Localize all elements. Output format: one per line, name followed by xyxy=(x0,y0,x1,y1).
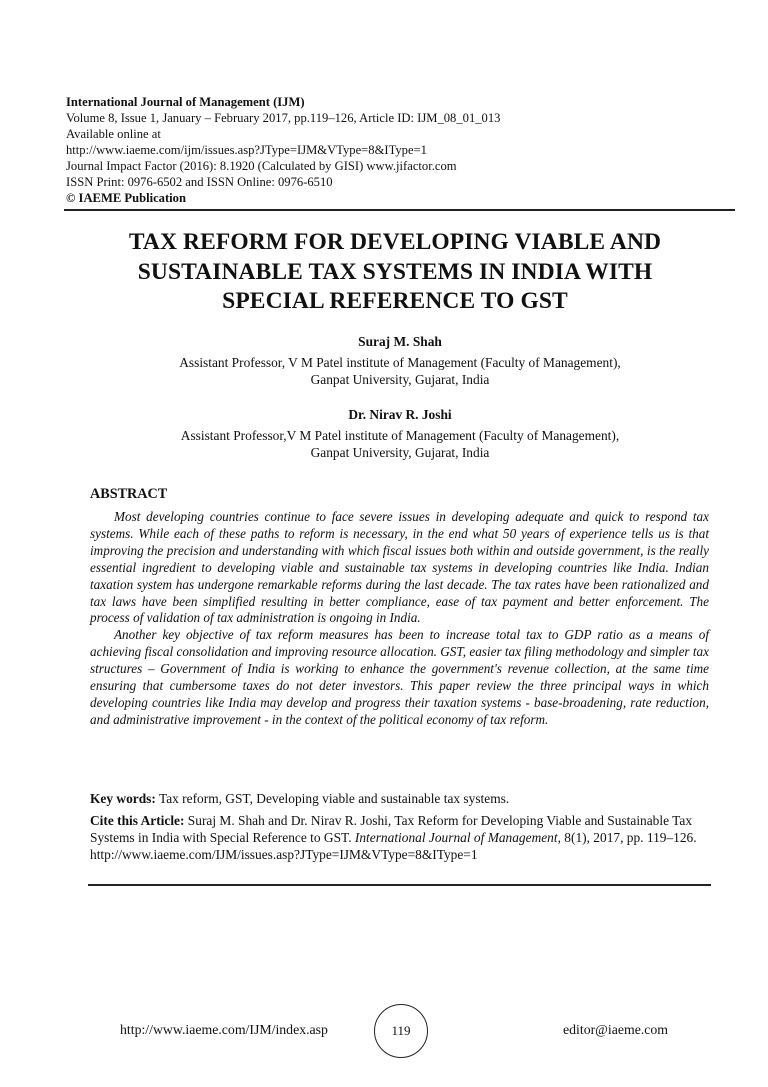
journal-header xyxy=(66,94,736,206)
author-name: Suraj M. Shah xyxy=(358,334,442,349)
cite-url[interactable]: http://www.iaeme.com/IJM/issues.asp?JType=IJM&VType=8&IType=1 xyxy=(90,847,478,862)
citation xyxy=(90,812,709,863)
keywords-label: Key words: xyxy=(90,791,156,806)
header-divider xyxy=(64,209,735,211)
page-number-text: 119 xyxy=(391,1023,411,1038)
author-affiliation: Assistant Professor,V M Patel institute of Management (Faculty of Management), xyxy=(180,427,620,443)
citation-divider xyxy=(88,884,711,886)
author-block xyxy=(60,406,740,462)
footer-email[interactable]: editor@iaeme.com xyxy=(563,1022,669,1037)
impact-factor: Journal Impact Factor (2016): 8.1920 (Calculated by GISI) www.jifactor.com xyxy=(66,159,457,173)
volume-line: Volume 8, Issue 1, January – February 2017, pp.119–126, Article ID: IJM_08_01_013 xyxy=(66,111,501,125)
journal-name: International Journal of Management (IJM) xyxy=(66,95,305,109)
keywords xyxy=(90,790,709,807)
cite-text: Suraj M. Shah and Dr. Nirav R. Joshi, Tax Reform for Developing Viable and Sustainable Tax Systems in India with Special Reference to GST. xyxy=(90,813,693,845)
footer-journal-link[interactable]: http://www.iaeme.com/IJM/index.asp xyxy=(120,1022,328,1037)
abstract-paragraph: Most developing countries continue to face severe issues in developing adequate and quick to respond tax systems. While each of these paths to reform is necessary, in the end what 50 years of experience tells us is that improving the precision and understanding with which fiscal issues both within and outside government, is the really essential ingredient to developing viable and sustainable tax systems in developing countries like India. Indian taxation system has undergone remarkable reforms during the last decade. The tax rates have been rationalized and tax laws have been simplified resulting in better compliance, ease of tax payment and better enforcement. The process of validation of tax administration is ongoing in India. xyxy=(90,509,709,626)
available-online: Available online at xyxy=(66,127,161,141)
author-block xyxy=(60,333,740,389)
copyright: © IAEME Publication xyxy=(66,191,186,205)
author-affiliation: Ganpat University, Gujarat, India xyxy=(310,445,490,460)
cite-label: Cite this Article: xyxy=(90,813,185,828)
author-name: Dr. Nirav R. Joshi xyxy=(348,407,452,422)
author-affiliation: Assistant Professor, V M Patel institute of Management (Faculty of Management), xyxy=(179,354,621,370)
abstract-body xyxy=(90,509,709,729)
author-affiliation: Ganpat University, Gujarat, India xyxy=(310,372,490,387)
cite-details: , 8(1), 2017, pp. 119–126. xyxy=(557,830,697,845)
cite-journal: International Journal of Management xyxy=(354,830,558,845)
page-number xyxy=(374,1004,428,1058)
journal-url[interactable]: http://www.iaeme.com/ijm/issues.asp?JType=IJM&VType=8&IType=1 xyxy=(66,143,427,157)
keywords-text: Tax reform, GST, Developing viable and sustainable tax systems. xyxy=(155,791,510,806)
abstract-heading: ABSTRACT xyxy=(90,486,168,502)
abstract-paragraph: Another key objective of tax reform measures has been to increase total tax to GDP ratio as a means of achieving fiscal consolidation and improving resource allocation. GST, easier tax filing methodology and simpler tax structures – Government of India is working to enhance the government's revenue collection, at the same time ensuring that cumbersome taxes do not deter investors. This paper review the three principal ways in which developing countries like India may develop and progress their taxation systems - base-broadening, rate reduction, and administrative improvement - in the context of the political economy of tax reform. xyxy=(90,627,709,727)
paper-title: TAX REFORM FOR DEVELOPING VIABLE AND SUSTAINABLE TAX SYSTEMS IN INDIA WITH SPECIAL REFERENCE TO GST xyxy=(128,229,662,314)
issn: ISSN Print: 0976-6502 and ISSN Online: 0976-6510 xyxy=(66,175,333,189)
